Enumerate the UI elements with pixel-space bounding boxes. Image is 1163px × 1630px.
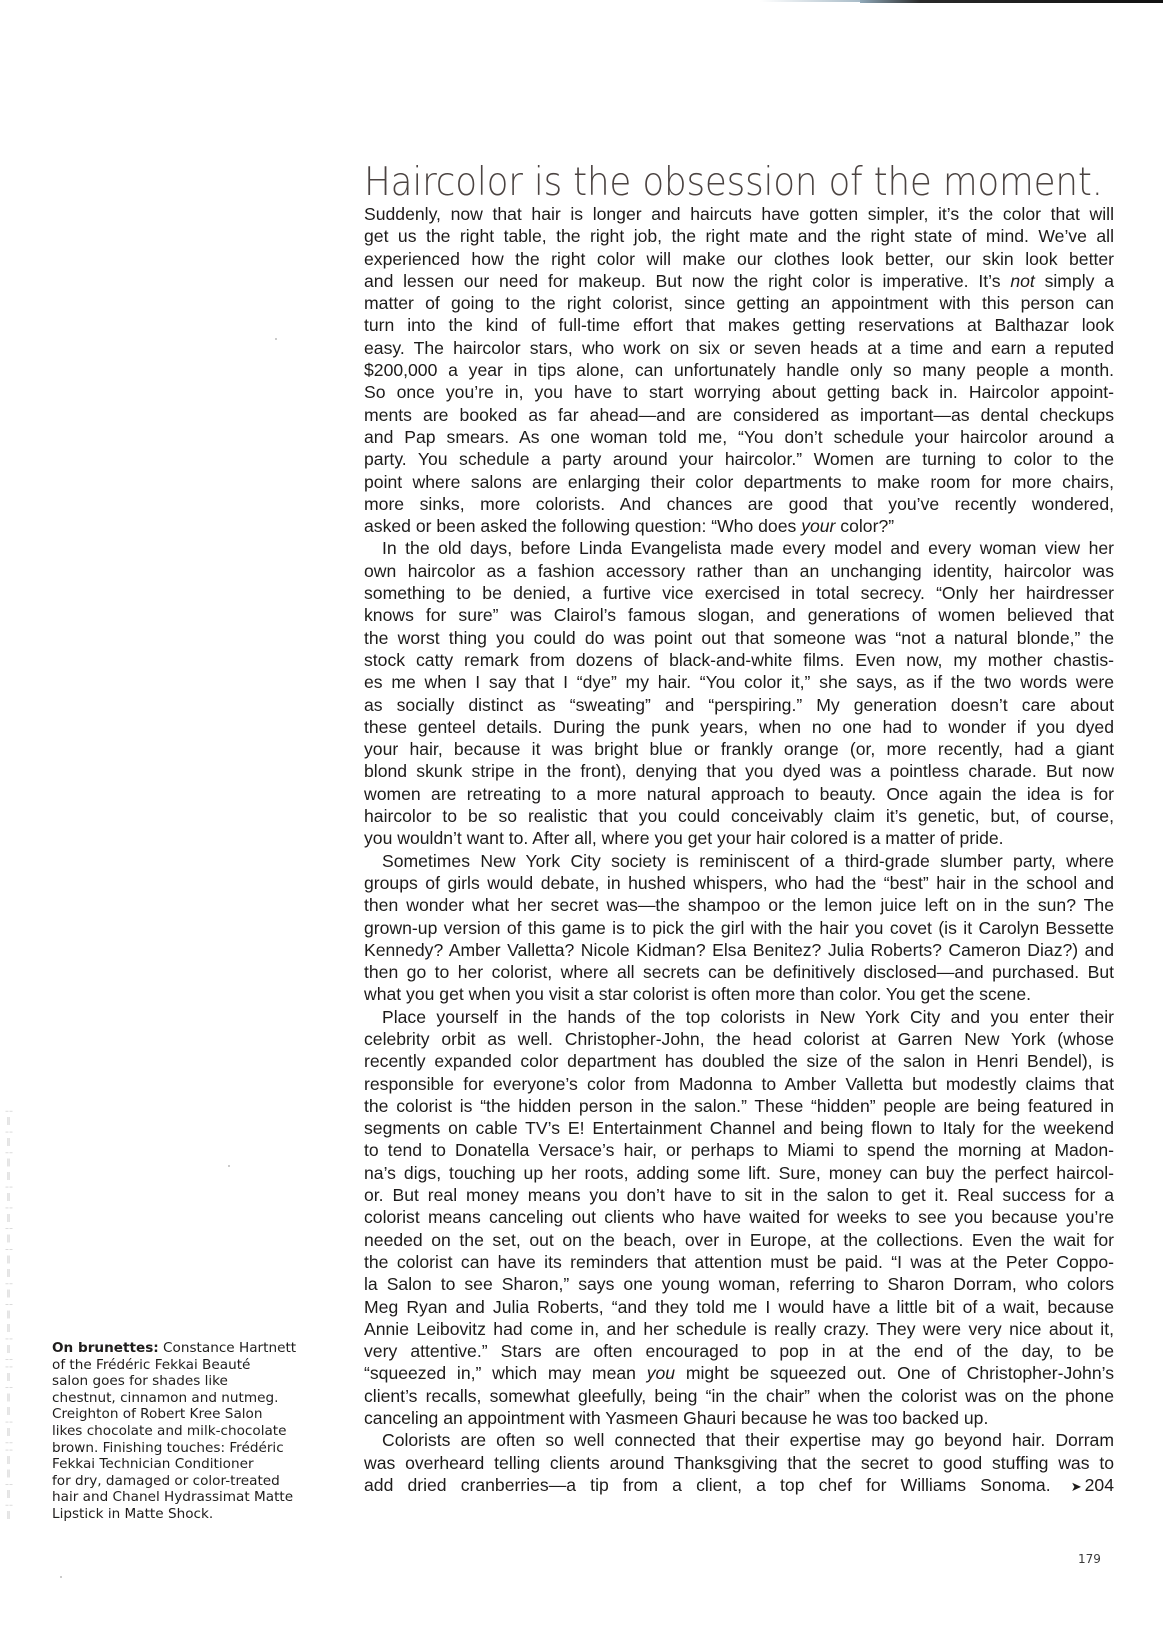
paragraph-line <box>364 493 1114 515</box>
caption-line: salon goes for shades like <box>52 1373 228 1390</box>
text-run: party. You schedule a party around your haircolor.” Women are turning to color to the <box>364 449 1114 470</box>
text-run: colorist means canceling out clients who have waited for weeks to see you because you’re <box>364 1207 1114 1228</box>
paragraph-line <box>364 1407 1114 1429</box>
paragraph-line <box>364 1095 1114 1117</box>
paragraph-line <box>364 426 1114 448</box>
paragraph-line <box>364 225 1114 247</box>
caption-line: of the Frédéric Fekkai Beauté <box>52 1356 251 1373</box>
emphasis: not <box>1010 270 1035 291</box>
text-run: client’s recalls, somewhat gleefully, being “in the chair” when the colorist was on the phone <box>364 1385 1114 1406</box>
scan-edge-highlight <box>760 0 860 2</box>
caption-line: brown. Finishing touches: Frédéric <box>52 1439 284 1456</box>
text-run: women are retreating to a more natural approach to beauty. Once again the idea is for <box>364 783 1114 804</box>
text-run: the worst thing you could do was point out that someone was “not a natural blonde,” the <box>364 627 1114 648</box>
paragraph-first-line <box>364 850 1114 872</box>
text-run: $200,000 a year in tips alone, can unfortunately handle only so many people a month. <box>364 360 1114 381</box>
text-run: matter of going to the right colorist, since getting an appointment with this person can <box>364 293 1114 314</box>
text-run: point where salons are enlarging their color departments to make room for more chairs, <box>364 471 1114 492</box>
paragraph-line <box>364 359 1114 381</box>
text-run: these genteel details. During the punk years, when no one had to wonder if you dyed <box>364 716 1114 737</box>
paragraph-line <box>364 827 1114 849</box>
vertical-photo-credit: ‖ ¦ ‖ ¦ ‖ ‖ ¦ ¦ ‖ ¦ ‖ ‖ ¦ ‖ ¦ ¦ ‖ ¦ ‖ ‖ ¦ ‖ ¦ ‖ ‖ ¦ ‖ ¦ ‖ ¦ ‖ ¦ ‖ ‖ ¦ ‖ ¦ ‖ ¦ <box>4 1108 13 1520</box>
scan-speck <box>275 338 277 340</box>
article-body <box>364 203 1114 1496</box>
text-run: the colorist can have its reminders that attention must be paid. “I was at the Peter Coppo- <box>364 1251 1114 1272</box>
text-run: na’s digs, touching up her roots, adding some lift. Sure, money can buy the perfect haircol- <box>364 1162 1114 1183</box>
text-run: “squeezed in,” which may mean <box>364 1363 647 1384</box>
paragraph-line <box>364 1474 1114 1496</box>
caption-lead: On brunettes: <box>52 1340 159 1356</box>
paragraph-line <box>364 805 1114 827</box>
scan-speck <box>60 1576 62 1578</box>
text-run: you wouldn’t want to. After all, where you get your hair colored is a matter of pride. <box>364 828 1004 849</box>
text-run: Meg Ryan and Julia Roberts, “and they told me I would have a little bit of a wait, because <box>364 1296 1114 1317</box>
text-run: responsible for everyone’s color from Madonna to Amber Valletta but modestly claims that <box>364 1073 1114 1094</box>
paragraph-line <box>364 1139 1114 1161</box>
text-run: and lessen our need for makeup. But now the right color is imperative. It’s <box>364 270 1011 291</box>
paragraph-line <box>364 783 1114 805</box>
emphasis: your <box>801 516 836 537</box>
text-run: Sometimes New York City society is reminiscent of a third-grade slumber party, where <box>382 850 1114 871</box>
text-run: easy. The haircolor stars, who work on six or seven heads at a time and earn a reputed <box>364 337 1114 358</box>
paragraph-line <box>364 471 1114 493</box>
text-run: was overheard telling clients around Thanksgiving that the secret to good stuffing was to <box>364 1452 1114 1473</box>
paragraph-line <box>364 1296 1114 1318</box>
article <box>364 162 1114 1496</box>
text-run: Annie Leibovitz had come in, and her schedule is really crazy. They were very nice about it, <box>364 1318 1114 1339</box>
text-run: So once you’re in, you have to start worrying about getting back in. Haircolor appoint- <box>364 382 1114 403</box>
paragraph-line <box>364 404 1114 426</box>
paragraph-line <box>364 1117 1114 1139</box>
text-run: or. But real money means you don’t have to sit in the salon to get it. Real success for a <box>364 1185 1114 1206</box>
text-run: get us the right table, the right job, the right mate and the right state of mind. We’ve all <box>364 226 1114 247</box>
scan-speck <box>228 1165 230 1167</box>
text-run: haircolor to be so realistic that you could conceivably claim it’s genetic, but, of course, <box>364 806 1114 827</box>
text-run: knows for sure” was Clairol’s famous slogan, and generations of women believed that <box>364 605 1114 626</box>
paragraph-line <box>364 760 1114 782</box>
paragraph-line <box>364 917 1114 939</box>
text-run: needed on the set, out on the beach, over in Europe, at the collections. Even the wait for <box>364 1229 1114 1250</box>
text-run: experienced how the right color will make our clothes look better, our skin look better <box>364 248 1114 269</box>
paragraph-line <box>364 716 1114 738</box>
caption-line: hair and Chanel Hydrassimat Matte <box>52 1489 294 1506</box>
paragraph-line <box>364 1362 1114 1384</box>
paragraph-line <box>364 1385 1114 1407</box>
paragraph-line <box>364 1050 1114 1072</box>
paragraph-line <box>364 270 1114 292</box>
paragraph-line <box>364 1028 1114 1050</box>
text-run: groups of girls would debate, in hushed whispers, who had the “best” hair in the school and <box>364 872 1114 893</box>
paragraph-line <box>364 1073 1114 1095</box>
paragraph-line <box>364 983 1114 1005</box>
paragraph-line <box>364 1184 1114 1206</box>
continued-page-number: 204 <box>1084 1474 1114 1495</box>
caption-line: Creighton of Robert Kree Salon <box>52 1406 263 1423</box>
caption-line <box>52 1340 332 1357</box>
text-run: es me when I say that I “dye” my hair. “You color it,” she says, as if the two words were <box>364 672 1114 693</box>
paragraph-line <box>364 448 1114 470</box>
photo-caption <box>52 1340 332 1523</box>
paragraph-line <box>364 939 1114 961</box>
caption-line: Lipstick in Matte Shock. <box>52 1505 214 1522</box>
paragraph-line <box>364 649 1114 671</box>
paragraph-line <box>364 1206 1114 1228</box>
text-run: grown-up version of this game is to pick the girl with the hair you covet (is it Carolyn Bessette <box>364 917 1114 938</box>
continued-on-link[interactable] <box>1065 1475 1114 1495</box>
text-run: Kennedy? Amber Valletta? Nicole Kidman? Elsa Benitez? Julia Roberts? Cameron Diaz?) and <box>364 939 1114 960</box>
text-run: Place yourself in the hands of the top colorists in New York City and you enter their <box>382 1006 1114 1027</box>
paragraph-line <box>364 1340 1114 1362</box>
paragraph-line <box>364 604 1114 626</box>
text-run: might be squeezed out. One of Christopher-John’s <box>675 1363 1114 1384</box>
text-run: own haircolor as a fashion accessory rather than an unchanging identity, haircolor was <box>364 560 1114 581</box>
paragraph-line <box>364 515 1114 537</box>
paragraph-line <box>364 381 1114 403</box>
text-run: turn into the kind of full-time effort that makes getting reservations at Balthazar look <box>364 315 1114 336</box>
text-run: and Pap smears. As one woman told me, “You don’t schedule your haircolor around a <box>364 426 1114 447</box>
text-run: then go to her colorist, where all secrets can be definitively disclosed—and purchased. But <box>364 962 1114 983</box>
page-number: 179 <box>1078 1552 1101 1566</box>
caption-line: chestnut, cinnamon and nutmeg. <box>52 1389 279 1406</box>
paragraph-line <box>364 1251 1114 1273</box>
text-run: Colorists are often so well connected that their expertise may go beyond hair. Dorram <box>382 1430 1114 1451</box>
paragraph-line <box>364 694 1114 716</box>
paragraph-line <box>364 292 1114 314</box>
paragraph-first-line <box>364 203 1114 225</box>
text-run: color?” <box>835 516 895 537</box>
paragraph-line <box>364 560 1114 582</box>
paragraph-line <box>364 582 1114 604</box>
text-run: to tend to Donatella Versace’s hair, or perhaps to Miami to spend the morning at Madon- <box>364 1140 1114 1161</box>
paragraph-first-line <box>364 537 1114 559</box>
arrow-right-icon: ➤ <box>1070 1478 1082 1494</box>
emphasis: you <box>646 1363 676 1384</box>
text-run: your hair, because it was bright blue or frankly orange (or, more recently, had a giant <box>364 739 1114 760</box>
text-run: very attentive.” Stars are often encouraged to pop in at the end of the day, to be <box>364 1341 1114 1362</box>
text-run: the colorist is “the hidden person in the salon.” These “hidden” people are being featured in <box>364 1095 1114 1116</box>
scan-edge <box>860 0 1163 3</box>
text-run: ments are booked as far ahead—and are considered as important—as dental checkups <box>364 404 1114 425</box>
text-run: In the old days, before Linda Evangelista made every model and every woman view her <box>382 538 1114 559</box>
text-run: as socially distinct as “sweating” and “perspiring.” My generation doesn’t care about <box>364 694 1114 715</box>
text-run: more sinks, more colorists. And chances are good that you’ve recently wondered, <box>364 493 1114 514</box>
text-run: recently expanded color department has doubled the size of the salon in Henri Bendel), is <box>364 1051 1114 1072</box>
text-run: asked or been asked the following question: “Who does <box>364 516 802 537</box>
text-run: add dried cranberries—a tip from a client, a top chef for Williams Sonoma. <box>364 1474 1051 1495</box>
caption-line: for dry, damaged or color-treated <box>52 1472 280 1489</box>
paragraph-line <box>364 738 1114 760</box>
paragraph-first-line <box>364 1006 1114 1028</box>
text-run: segments on cable TV’s E! Entertainment Channel and being flown to Italy for the weekend <box>364 1118 1114 1139</box>
paragraph-line <box>364 1273 1114 1295</box>
paragraph-line <box>364 894 1114 916</box>
paragraph-line <box>364 872 1114 894</box>
caption-line: likes chocolate and milk-chocolate <box>52 1422 287 1439</box>
paragraph-line <box>364 1229 1114 1251</box>
paragraph-line <box>364 627 1114 649</box>
text-run: celebrity orbit as well. Christopher-John, the head colorist at Garren New York (whose <box>364 1028 1114 1049</box>
text-run: what you get when you visit a star colorist is often more than color. You get the scene. <box>364 984 1031 1005</box>
paragraph-line <box>364 1318 1114 1340</box>
caption-text: Constance Hartnett <box>158 1340 297 1356</box>
text-run: blond skunk stripe in the front), denying that you dyed was a pointless charade. But now <box>364 761 1114 782</box>
paragraph-line <box>364 248 1114 270</box>
text-run: la Salon to see Sharon,” says one young woman, referring to Sharon Dorram, who colors <box>364 1274 1114 1295</box>
text-run: something to be denied, a furtive vice exercised in total secrecy. “Only her hairdresser <box>364 583 1114 604</box>
headline: Haircolor is the obsession of the moment. <box>364 160 1103 205</box>
text-run: simply a <box>1034 270 1115 291</box>
paragraph-line <box>364 314 1114 336</box>
text-run: then wonder what her secret was—the shampoo or the lemon juice left on in the sun? The <box>364 895 1114 916</box>
paragraph-line <box>364 1162 1114 1184</box>
text-run: Suddenly, now that hair is longer and haircuts have gotten simpler, it’s the color that will <box>364 204 1114 224</box>
paragraph-first-line <box>364 1429 1114 1451</box>
caption-line: Fekkai Technician Conditioner <box>52 1456 254 1473</box>
text-run: canceling an appointment with Yasmeen Ghauri because he was too backed up. <box>364 1408 989 1429</box>
paragraph-line <box>364 1452 1114 1474</box>
paragraph-line <box>364 337 1114 359</box>
paragraph-line <box>364 671 1114 693</box>
text-run: stock catty remark from dozens of black-and-white films. Even now, my mother chastis- <box>364 649 1114 670</box>
paragraph-line <box>364 961 1114 983</box>
